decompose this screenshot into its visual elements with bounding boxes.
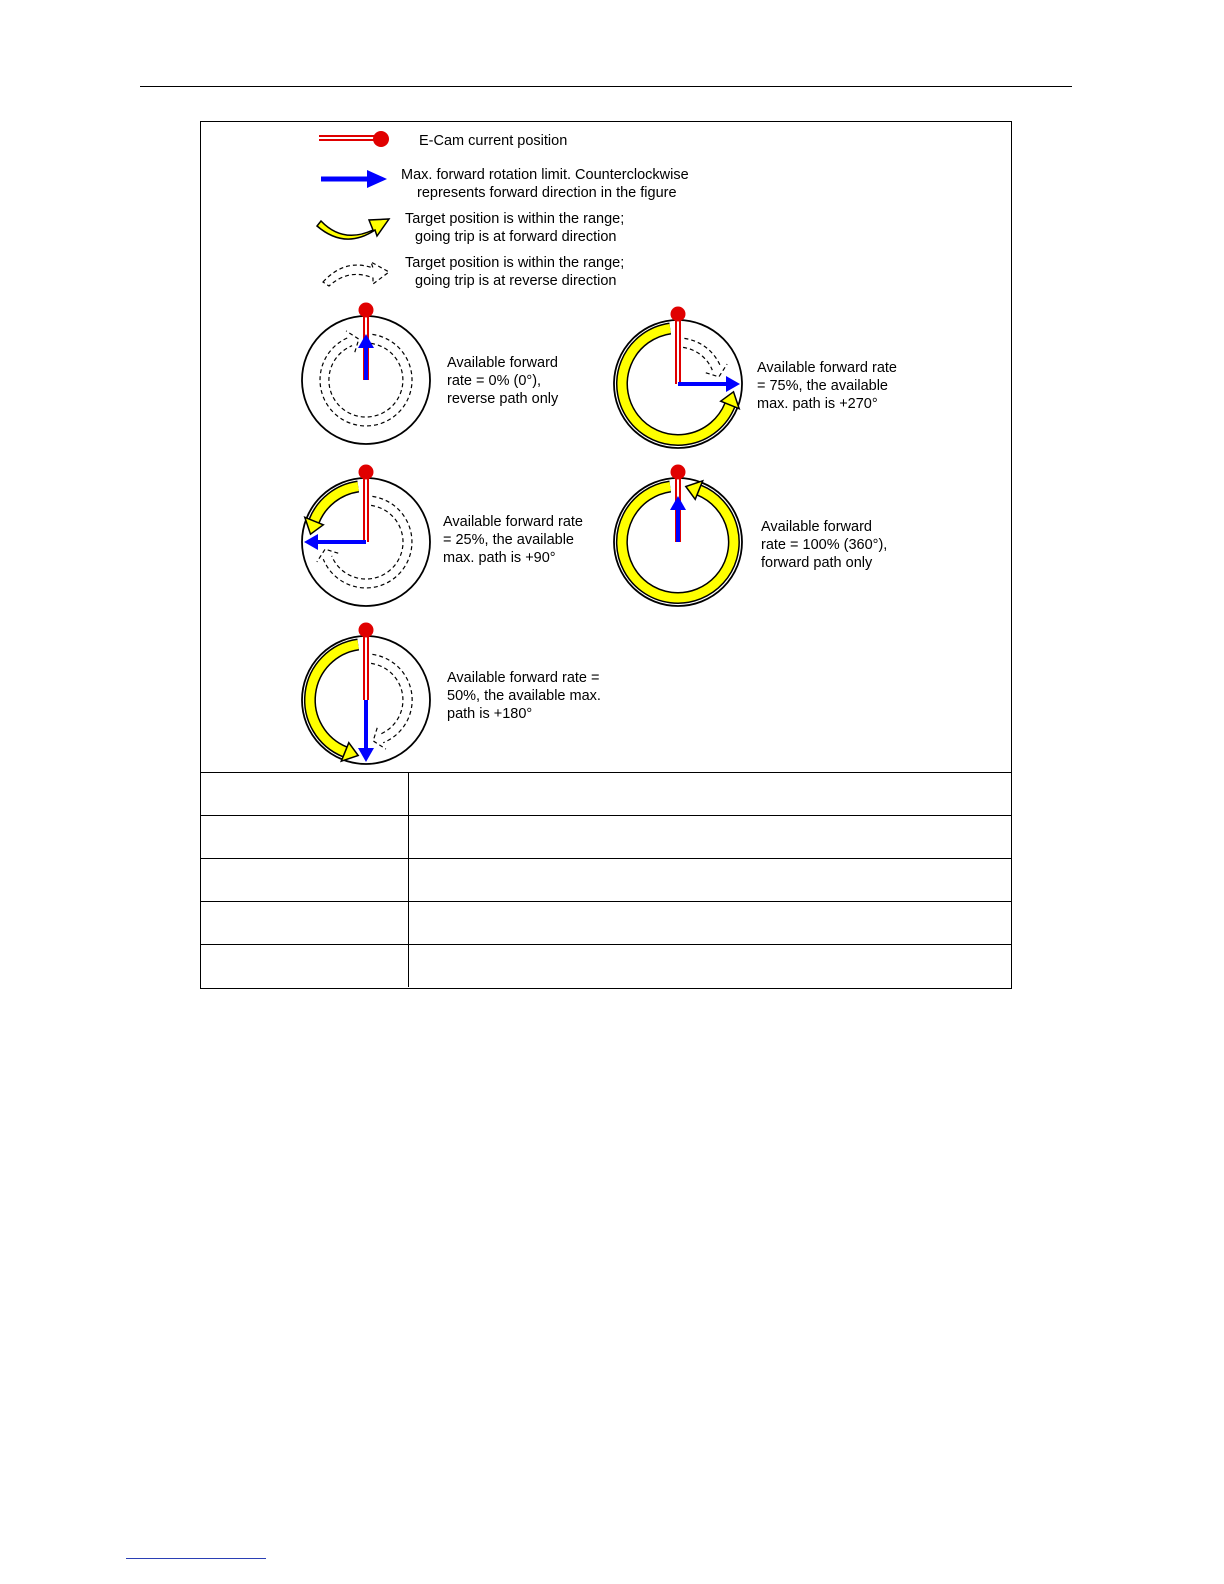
legend [317,131,689,289]
case-3-label-2: rate = 100% (360°), [761,537,888,553]
table-cell [201,773,409,816]
table-row [201,902,1011,945]
rate-dial-3 [614,465,742,607]
header-rule [140,86,1072,87]
figure-frame [200,121,1012,989]
table-cell [409,902,1012,945]
case-1-label-1: Available forward rate [757,360,897,376]
current-position-dot [359,303,374,318]
legend-forward-label-1: Target position is within the range; [405,211,625,227]
case-1-label-2: = 75%, the available [757,378,888,394]
case-4-label-2: 50%, the available max. [447,688,601,704]
legend-current-position-icon [319,131,389,147]
legend-reverse-label-1: Target position is within the range; [405,255,625,271]
case-3-label-3: forward path only [761,555,873,571]
current-position-dot [671,465,686,480]
case-2-label-2: = 25%, the available [443,532,574,548]
legend-reverse-label-2: going trip is at reverse direction [415,273,617,289]
rate-dial-0 [302,303,430,445]
case-2-label-1: Available forward rate [443,514,583,530]
footer-link-underline [126,1558,266,1559]
table-row [201,859,1011,902]
table-cell [409,945,1012,988]
table-cell [201,859,409,902]
table-cell [409,816,1012,859]
rate-dial-4 [302,623,430,765]
case-4-label-1: Available forward rate = [447,670,600,686]
rate-dial-2 [302,465,430,607]
legend-forward-label-2: going trip is at forward direction [415,229,617,245]
legend-forward-arrow-icon [317,219,389,239]
case-0-label-3: reverse path only [447,391,559,407]
case-0-label-1: Available forward [447,355,558,371]
parameter-table [201,772,1011,987]
case-0-label-2: rate = 0% (0°), [447,373,542,389]
table-cell [201,945,409,988]
table-cell [409,859,1012,902]
case-2-label-3: max. path is +90° [443,550,556,566]
table-row [201,816,1011,859]
table-row [201,773,1011,816]
case-4-label-3: path is +180° [447,706,533,722]
current-position-dot [359,623,374,638]
legend-limit-arrow-icon [321,170,387,188]
legend-limit-label-2: represents forward direction in the figure [417,185,677,201]
current-position-dot [359,465,374,480]
rate-dial-1 [614,307,742,449]
table-row [201,945,1011,988]
legend-reverse-arrow-icon [323,262,389,286]
case-3-label-1: Available forward [761,519,872,535]
legend-current-position-label: E-Cam current position [419,133,568,149]
legend-limit-label-1: Max. forward rotation limit. Counterclockwise [401,167,689,183]
table-cell [201,902,409,945]
case-1-label-3: max. path is +270° [757,396,878,412]
table-cell [409,773,1012,816]
table-cell [201,816,409,859]
current-position-dot [671,307,686,322]
